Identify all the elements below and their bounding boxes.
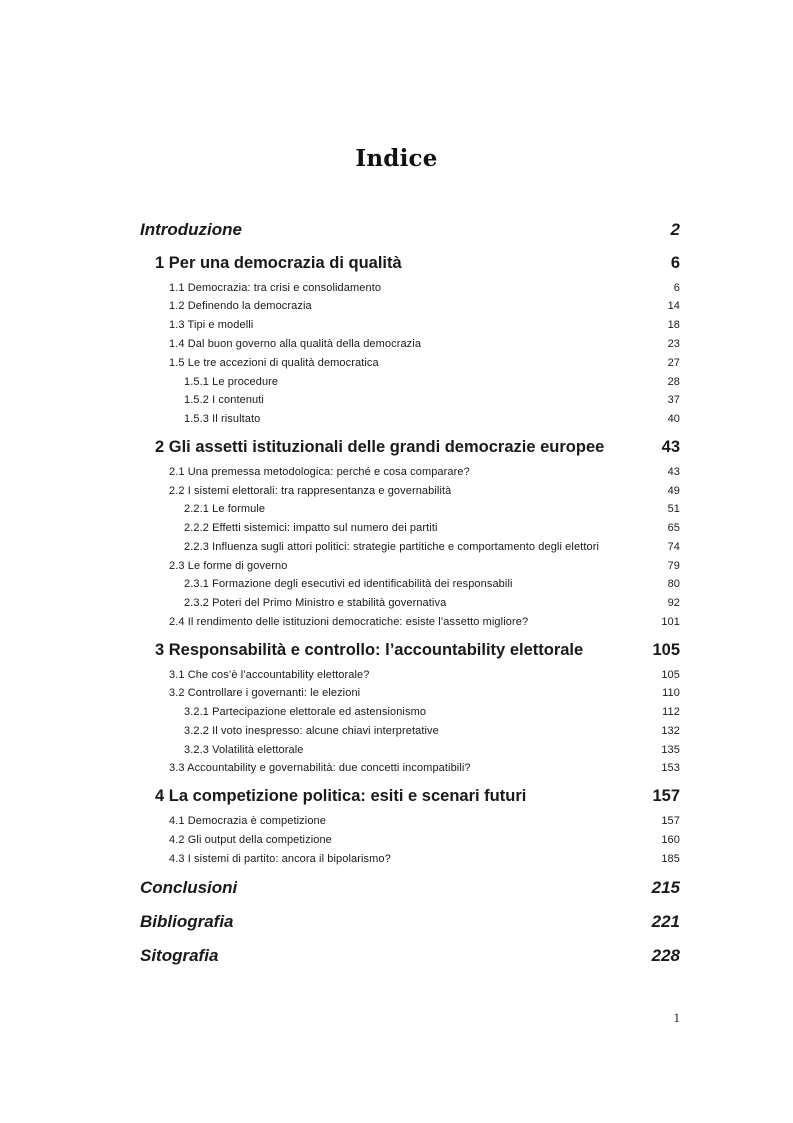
toc-entry-page: 135 [661,744,680,756]
toc-entry-label: 2.1 Una premessa metodologica: perché e cosa comparare? [169,466,470,478]
toc-entry-label: 4.1 Democrazia è competizione [169,815,326,827]
toc-entry-page: 157 [661,815,680,827]
toc-entry-label: 3.2.3 Volatilità elettorale [184,744,304,756]
toc-entry-page: 79 [667,560,680,572]
toc-subsubsection-18[interactable] [140,597,680,609]
toc-entry-page: 105 [661,669,680,681]
toc-chapter-27[interactable] [140,787,680,806]
toc-entry-label: 2.2 I sistemi elettorali: tra rappresentanza e governabilità [169,485,452,497]
toc-entry-page: 92 [667,597,680,609]
toc-entry-label: 2.3.1 Formazione degli esecutivi ed identificabilità dei responsabili [184,578,513,590]
toc-entry-label: 3.2 Controllare i governanti: le elezioni [169,687,361,699]
page-number: 1 [673,1010,680,1025]
toc-entry-page: 80 [667,578,680,590]
toc-entry-page: 185 [661,853,680,865]
toc-entry-page: 74 [667,541,680,553]
toc-entry-label: 2.2.3 Influenza sugli attori politici: strategie partitiche e comportamento degli elettori [184,541,599,553]
toc-entry-label: Sitografia [140,946,219,965]
toc-entry-label: 3.1 Che cos’è l’accountability elettorale? [169,669,370,681]
toc-entry-label: 1.5.2 I contenuti [184,394,264,406]
toc-subsubsection-7[interactable] [140,376,680,388]
toc-entry-page: 110 [662,687,680,699]
toc-entry-label: 2.2.1 Le formule [184,503,266,515]
toc-subsubsection-17[interactable] [140,578,680,590]
toc-subsection-6[interactable] [140,357,680,369]
toc-entry-label: 2.3.2 Poteri del Primo Ministro e stabilità governativa [184,597,447,609]
toc-entry-label: 4.3 I sistemi di partito: ancora il bipolarismo? [169,853,391,865]
toc-section-0[interactable] [140,220,680,240]
toc-section-33[interactable] [140,946,680,966]
toc-subsubsection-8[interactable] [140,394,680,406]
toc-entry-page: 112 [662,706,680,718]
toc-entry-label: 4 La competizione politica: esiti e scenari futuri [155,787,527,805]
toc-chapter-1[interactable] [140,254,680,273]
toc-entry-page: 101 [661,616,680,628]
toc-entry-page: 43 [661,438,680,456]
toc-entry-page: 18 [667,319,680,331]
toc-subsection-30[interactable] [140,853,680,865]
toc-subsubsection-23[interactable] [140,706,680,718]
toc-entry-label: 2.4 Il rendimento delle istituzioni democratiche: esiste l’assetto migliore? [169,616,529,628]
toc-subsection-29[interactable] [140,834,680,846]
toc-subsection-26[interactable] [140,762,680,774]
toc-subsubsection-15[interactable] [140,541,680,553]
toc-entry-page: 157 [652,787,680,805]
toc-entry-page: 6 [670,254,680,272]
toc-entry-label: 2 Gli assetti istituzionali delle grandi democrazie europee [155,438,605,456]
toc-entry-label: 1.5 Le tre accezioni di qualità democratica [169,357,379,369]
toc-entry-label: 1.2 Definendo la democrazia [169,300,312,312]
toc-subsection-22[interactable] [140,687,680,699]
toc-entry-label: 3.2.1 Partecipazione elettorale ed astensionismo [184,706,427,718]
toc-entry-label: 1.5.1 Le procedure [184,376,279,388]
toc-chapter-20[interactable] [140,641,680,660]
toc-entry-page: 43 [667,466,680,478]
toc-entry-label: 3 Responsabilità e controllo: l’accountability elettorale [155,641,584,659]
toc-entry-page: 105 [652,641,680,659]
toc-subsection-19[interactable] [140,616,680,628]
toc-entry-page: 49 [667,485,680,497]
toc-entry-page: 153 [661,762,680,774]
toc-entry-page: 228 [651,946,680,965]
toc-entry-page: 221 [651,912,680,931]
toc-entry-page: 28 [667,376,680,388]
toc-chapter-10[interactable] [140,438,680,457]
toc-entry-label: 4.2 Gli output della competizione [169,834,332,846]
toc-entry-label: 1.4 Dal buon governo alla qualità della democrazia [169,338,422,350]
toc-entry-label: 1 Per una democrazia di qualità [155,254,402,272]
toc-subsection-3[interactable] [140,300,680,312]
toc-subsubsection-9[interactable] [140,413,680,425]
toc-subsection-21[interactable] [140,669,680,681]
toc-entry-label: Bibliografia [140,912,234,931]
page-title: Indice [355,145,438,172]
toc-subsubsection-24[interactable] [140,725,680,737]
toc-entry-label: 1.1 Democrazia: tra crisi e consolidamento [169,282,382,294]
toc-entry-page: 160 [661,834,680,846]
toc-entry-label: 3.2.2 Il voto inespresso: alcune chiavi interpretative [184,725,439,737]
toc-entry-label: 3.3 Accountability e governabilità: due concetti incompatibili? [169,762,471,774]
toc-entry-page: 14 [667,300,680,312]
toc-entry-page: 37 [667,394,680,406]
toc-subsection-4[interactable] [140,319,680,331]
toc-entry-page: 132 [661,725,680,737]
toc-entry-label: 1.5.3 Il risultato [184,413,261,425]
toc-entry-page: 65 [667,522,680,534]
toc-subsection-28[interactable] [140,815,680,827]
toc-subsection-11[interactable] [140,466,680,478]
toc-entry-label: 2.3 Le forme di governo [169,560,288,572]
toc-subsection-2[interactable] [140,282,680,294]
toc-subsubsection-25[interactable] [140,744,680,756]
toc-subsubsection-14[interactable] [140,522,680,534]
toc-entry-label: 2.2.2 Effetti sistemici: impatto sul numero dei partiti [184,522,438,534]
toc-subsection-5[interactable] [140,338,680,350]
toc-entry-page: 2 [670,220,680,239]
toc-entry-page: 27 [667,357,680,369]
toc-entry-page: 23 [667,338,680,350]
toc-entry-page: 51 [667,503,680,515]
toc-entry-label: Introduzione [140,220,242,239]
toc-section-32[interactable] [140,912,680,932]
toc-entry-page: 6 [673,282,680,294]
toc-subsection-16[interactable] [140,560,680,572]
toc-entry-label: 1.3 Tipi e modelli [169,319,254,331]
toc-subsubsection-13[interactable] [140,503,680,515]
toc-entry-page: 215 [651,878,680,897]
toc-entry-label: Conclusioni [140,878,238,897]
toc-section-31[interactable] [140,878,680,898]
toc-entry-page: 40 [667,413,680,425]
toc-subsection-12[interactable] [140,485,680,497]
